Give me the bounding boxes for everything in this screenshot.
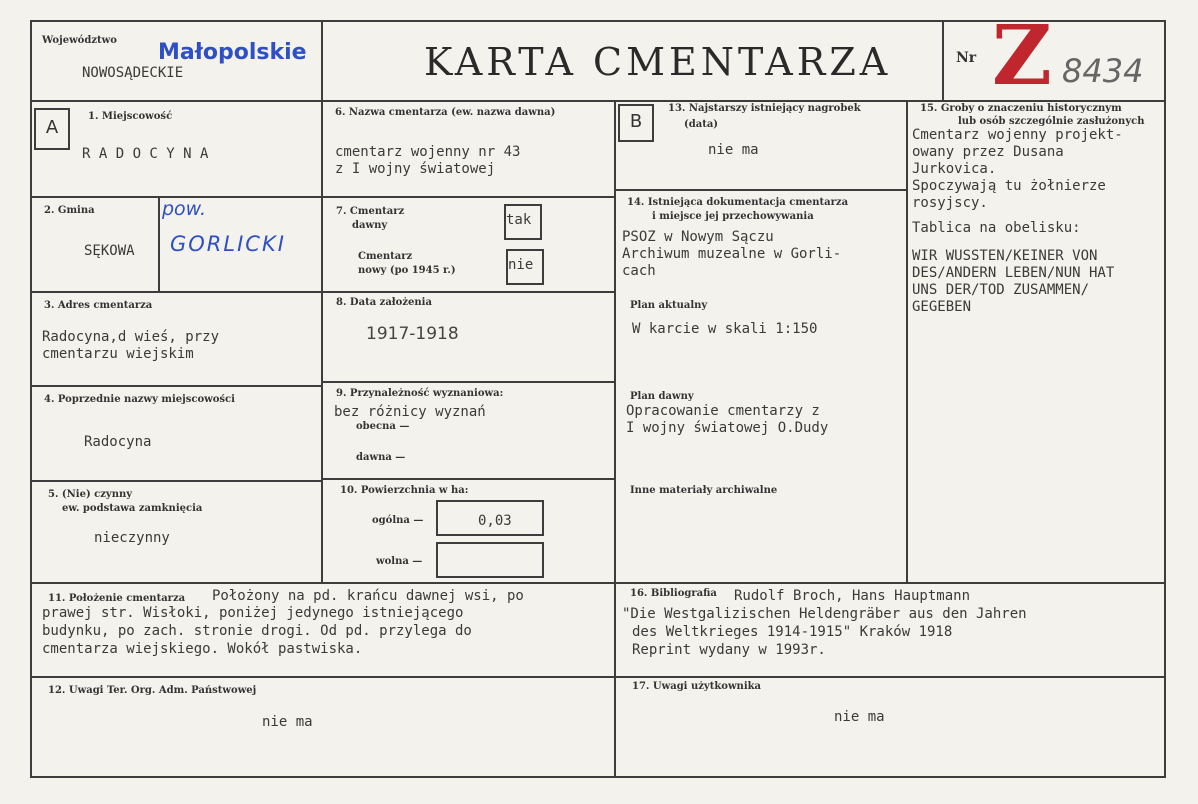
wojewodztwo-label: Województwo — [42, 35, 117, 46]
f14-label-1: 14. Istniejąca dokumentacja cmentarza — [627, 197, 849, 208]
row-div-c2-2 — [321, 291, 614, 293]
f5-label-2: ew. podstawa zamknięcia — [62, 503, 203, 514]
section-b-letter: B — [629, 111, 643, 132]
f4-label: 4. Poprzednie nazwy miejscowości — [44, 394, 235, 405]
f14-plan-aktualny-value: W karcie w skali 1:150 — [632, 321, 818, 337]
f15-line-3: Jurkovica. — [912, 161, 997, 177]
header-split-2 — [942, 20, 944, 100]
f2-stamp-pre: pow. — [162, 198, 207, 220]
col-divider-1 — [321, 100, 323, 582]
f16-line-2: "Die Westgalizischen Heldengräber aus den Jahren — [622, 606, 1027, 622]
f16-line-3: des Weltkrieges 1914-1915" Kraków 1918 — [632, 624, 953, 640]
f17-label: 17. Uwagi użytkownika — [632, 681, 762, 692]
f12-label: 12. Uwagi Ter. Org. Adm. Państwowej — [48, 685, 257, 696]
f12-value: nie ma — [262, 714, 313, 730]
f11-line-3: budynku, po zach. stronie drogi. Od pd. przylega do — [42, 623, 472, 639]
f13-label-2: (data) — [684, 119, 719, 130]
f4-value: Radocyna — [84, 434, 152, 450]
f11-label: 11. Położenie cmentarza — [48, 593, 186, 604]
row-div-lower-1 — [30, 582, 1166, 584]
f14-line-2: Archiwum muzealne w Gorli- — [622, 246, 842, 262]
f14-plan-aktualny-label: Plan aktualny — [630, 300, 708, 311]
f10-wolna-label: wolna — — [376, 556, 423, 567]
row-div-c2-1 — [321, 196, 614, 198]
f6-label: 6. Nazwa cmentarza (ew. nazwa dawna) — [335, 107, 556, 118]
f15-line-1: Cmentarz wojenny projekt- — [912, 127, 1123, 143]
f15-line-9: UNS DER/TOD ZUSAMMEN/ — [912, 282, 1090, 298]
f16-line-1: Rudolf Broch, Hans Hauptmann — [734, 588, 971, 604]
f14-inne-label: Inne materiały archiwalne — [630, 485, 778, 496]
f2-label: 2. Gmina — [44, 205, 95, 216]
f11-line-1: Położony na pd. krańcu dawnej wsi, po — [212, 588, 524, 604]
f14-line-3: cach — [622, 263, 656, 279]
f7-label-nowy-1: Cmentarz — [358, 251, 413, 262]
row-div-c1-3 — [30, 385, 321, 387]
f11-line-4: cmentarza wiejskiego. Wokół pastwiska. — [42, 641, 363, 657]
frame-right — [1164, 20, 1166, 778]
f6-line-1: cmentarz wojenny nr 43 — [335, 144, 521, 160]
header-split-1 — [321, 20, 323, 100]
f13-value: nie ma — [708, 142, 759, 158]
row-div-lower-2 — [30, 676, 1166, 678]
row-div-c1-4 — [30, 480, 321, 482]
f2-stamp: GORLICKI — [170, 232, 286, 256]
f2-value: SĘKOWA — [84, 243, 135, 259]
f10-label: 10. Powierzchnia w ha: — [340, 485, 469, 496]
f14-label-2: i miejsce jej przechowywania — [652, 211, 814, 222]
f7-label-dawny-1: 7. Cmentarz — [336, 206, 405, 217]
f16-label: 16. Bibliografia — [630, 588, 717, 599]
f14-plan-dawny-line-1: Opracowanie cmentarzy z — [626, 403, 820, 419]
f7-dawny-value: tak — [506, 212, 532, 228]
f14-line-1: PSOZ w Nowym Sączu — [622, 229, 774, 245]
f3-line-1: Radocyna,d wieś, przy — [42, 329, 220, 345]
f14-plan-dawny-label: Plan dawny — [630, 391, 694, 402]
f3-label: 3. Adres cmentarza — [44, 300, 153, 311]
nr-letter-stamp: Z — [992, 8, 1052, 104]
f9-dawna: dawna — — [356, 452, 406, 463]
f7-label-dawny-2: dawny — [352, 220, 388, 231]
f11-line-2: prawej str. Wisłoki, poniżej jedynego istniejącego — [42, 605, 464, 621]
f2-inner-divider — [158, 196, 160, 291]
f5-label-1: 5. (Nie) czynny — [48, 489, 133, 500]
f15-label-2: lub osób szczególnie zasłużonych — [958, 116, 1145, 127]
f1-label: 1. Miejscowość — [88, 111, 173, 122]
row-div-c2-4 — [321, 478, 614, 480]
f15-line-2: owany przez Dusana — [912, 144, 1064, 160]
f16-line-4: Reprint wydany w 1993r. — [632, 642, 826, 658]
f10-wolna-box — [436, 542, 544, 578]
f8-value: 1917-1918 — [366, 324, 459, 344]
f9-obecna: obecna — — [356, 421, 410, 432]
wojewodztwo-stamp: Małopolskie — [158, 40, 307, 65]
row-div-c1-2 — [30, 291, 321, 293]
f6-line-2: z I wojny światowej — [335, 161, 496, 177]
f5-value: nieczynny — [94, 530, 170, 546]
f15-line-7: WIR WUSSTEN/KEINER VON — [912, 248, 1098, 264]
f7-label-nowy-2: nowy (po 1945 r.) — [358, 265, 456, 276]
f10-ogolna-label: ogólna — — [372, 515, 424, 526]
frame-left — [30, 20, 32, 778]
f8-label: 8. Data założenia — [336, 297, 432, 308]
f9-value: bez różnicy wyznań — [334, 404, 486, 420]
nr-value: 8434 — [1062, 52, 1144, 90]
f15-label-1: 15. Groby o znaczeniu historycznym — [920, 103, 1122, 114]
f3-line-2: cmentarzu wiejskim — [42, 346, 194, 362]
f13-label-1: 13. Najstarszy istniejący nagrobek — [668, 103, 861, 114]
col-divider-3 — [906, 100, 908, 582]
f15-line-4: Spoczywają tu żołnierze — [912, 178, 1106, 194]
f14-plan-dawny-line-2: I wojny światowej O.Dudy — [626, 420, 829, 436]
frame-bottom — [30, 776, 1166, 778]
f15-line-6: Tablica na obelisku: — [912, 220, 1081, 236]
f15-line-10: GEGEBEN — [912, 299, 972, 315]
f15-line-5: rosyjscy. — [912, 195, 988, 211]
col-divider-2 — [614, 100, 616, 776]
f10-ogolna-value: 0,03 — [478, 513, 512, 529]
f15-line-8: DES/ANDERN LEBEN/NUN HAT — [912, 265, 1115, 281]
f7-nowy-value: nie — [508, 257, 534, 273]
section-a-letter: A — [45, 117, 59, 138]
wojewodztwo-value: NOWOSĄDECKIE — [82, 65, 184, 81]
row-div-c3-1 — [614, 189, 906, 191]
card-title: KARTA CMENTARZA — [424, 40, 892, 84]
nr-label: Nr — [956, 50, 977, 66]
f1-value: R A D O C Y N A — [82, 146, 209, 162]
f9-label: 9. Przynależność wyznaniowa: — [336, 388, 504, 399]
f17-value: nie ma — [834, 709, 885, 725]
row-div-c2-3 — [321, 381, 614, 383]
